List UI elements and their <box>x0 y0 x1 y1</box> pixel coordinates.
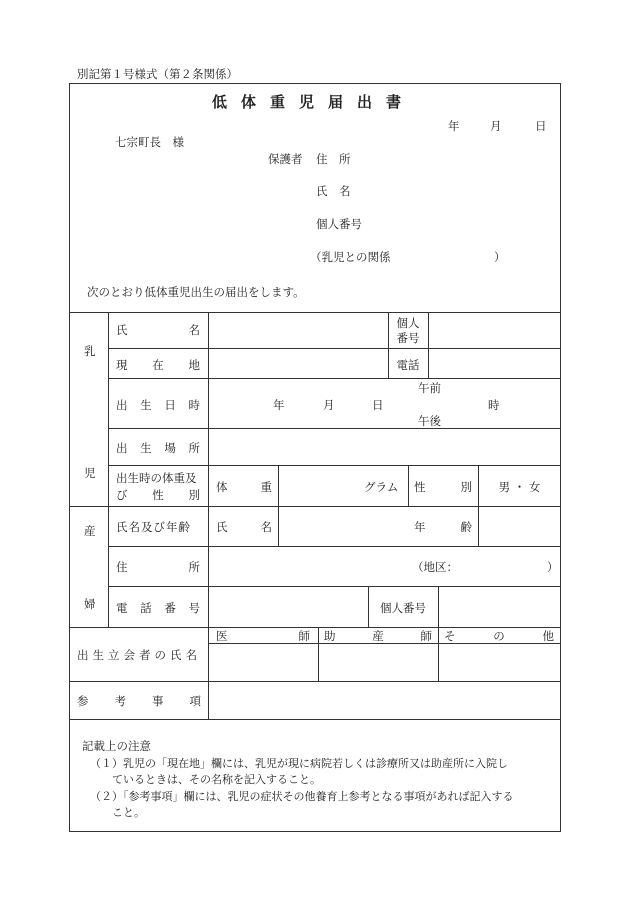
guardian-label: 保護者 <box>268 152 303 166</box>
relation-close: ） <box>494 250 506 264</box>
mother-age-label: 年 齢 <box>414 520 472 534</box>
guardian-address-label: 住 所 <box>316 152 351 166</box>
infant-name-label: 氏 名 <box>116 323 200 337</box>
infant-section-label-1: 乳 <box>84 344 96 358</box>
weight-sex-label-1: 出生時の体重及 <box>116 471 197 485</box>
birth-month: 月 <box>323 398 335 412</box>
weight-label: 体 重 <box>216 480 272 494</box>
mother-id-label: 個人番号 <box>380 601 426 615</box>
attendant-midwife: 助 産 師 <box>324 629 432 643</box>
form-number-label: 別記第１号様式（第２条関係） <box>77 67 238 81</box>
addressee: 七宗町長 様 <box>115 135 184 149</box>
sex-options: 男 ・ 女 <box>498 480 541 494</box>
weight-sex-label-2: び 性 別 <box>116 488 200 502</box>
district-close: ） <box>547 560 559 574</box>
birth-am: 午前 <box>418 381 441 395</box>
relation-open: （乳児との関係 <box>310 250 391 264</box>
mother-section-label-2: 婦 <box>84 597 96 611</box>
birth-place-label: 出 生 場 所 <box>116 441 200 455</box>
guardian-id-label: 個人番号 <box>316 217 362 231</box>
mother-section-label-1: 産 <box>84 524 96 538</box>
infant-id-label: 個人 番号 <box>396 316 420 345</box>
birth-pm: 午後 <box>418 414 441 428</box>
date-year: 年 <box>448 119 460 133</box>
note-2-line-2: こと。 <box>112 806 145 819</box>
attendant-label: 出生立会者の氏名 <box>77 648 201 662</box>
note-1-line-1: （１）乳児の「現在地」欄には、乳児が現に病院若しくは診療所又は助産所に入院し <box>90 757 508 770</box>
district-open: （地区： <box>412 560 458 574</box>
birth-hour: 時 <box>488 398 500 412</box>
date-day: 日 <box>535 119 547 133</box>
sex-label: 性 別 <box>414 480 472 494</box>
birth-datetime-label: 出 生 日 時 <box>116 398 200 412</box>
birth-day: 日 <box>372 398 384 412</box>
note-1-line-2: ているときは、その名称を記入すること。 <box>112 773 321 786</box>
guardian-name-label: 氏 名 <box>316 184 351 198</box>
form-title: 低体重児届出書 <box>212 93 416 111</box>
note-2-line-1: （２）「参考事項」欄には、乳児の症状その他養育上参考となる事項があれば記入する <box>90 790 514 803</box>
infant-section-label-2: 児 <box>84 466 96 480</box>
reference-label: 参 考 事 項 <box>77 694 201 708</box>
mother-phone-label: 電 話 番 号 <box>116 601 200 615</box>
infant-phone-label: 電話 <box>396 358 420 372</box>
birth-year: 年 <box>273 398 285 412</box>
infant-residence-label: 現 在 地 <box>116 358 200 372</box>
mother-name-label: 氏 名 <box>216 520 272 534</box>
date-month: 月 <box>490 119 502 133</box>
gram-unit: グラム <box>364 480 399 494</box>
mother-name-age-label: 氏名及び年齢 <box>116 520 191 534</box>
attendant-other: そ の 他 <box>444 629 554 643</box>
mother-address-label: 住 所 <box>116 560 200 574</box>
statement: 次のとおり低体重児出生の届出をします。 <box>87 285 305 299</box>
attendant-doctor: 医 師 <box>216 629 310 643</box>
notes-heading: 記載上の注意 <box>82 739 151 753</box>
